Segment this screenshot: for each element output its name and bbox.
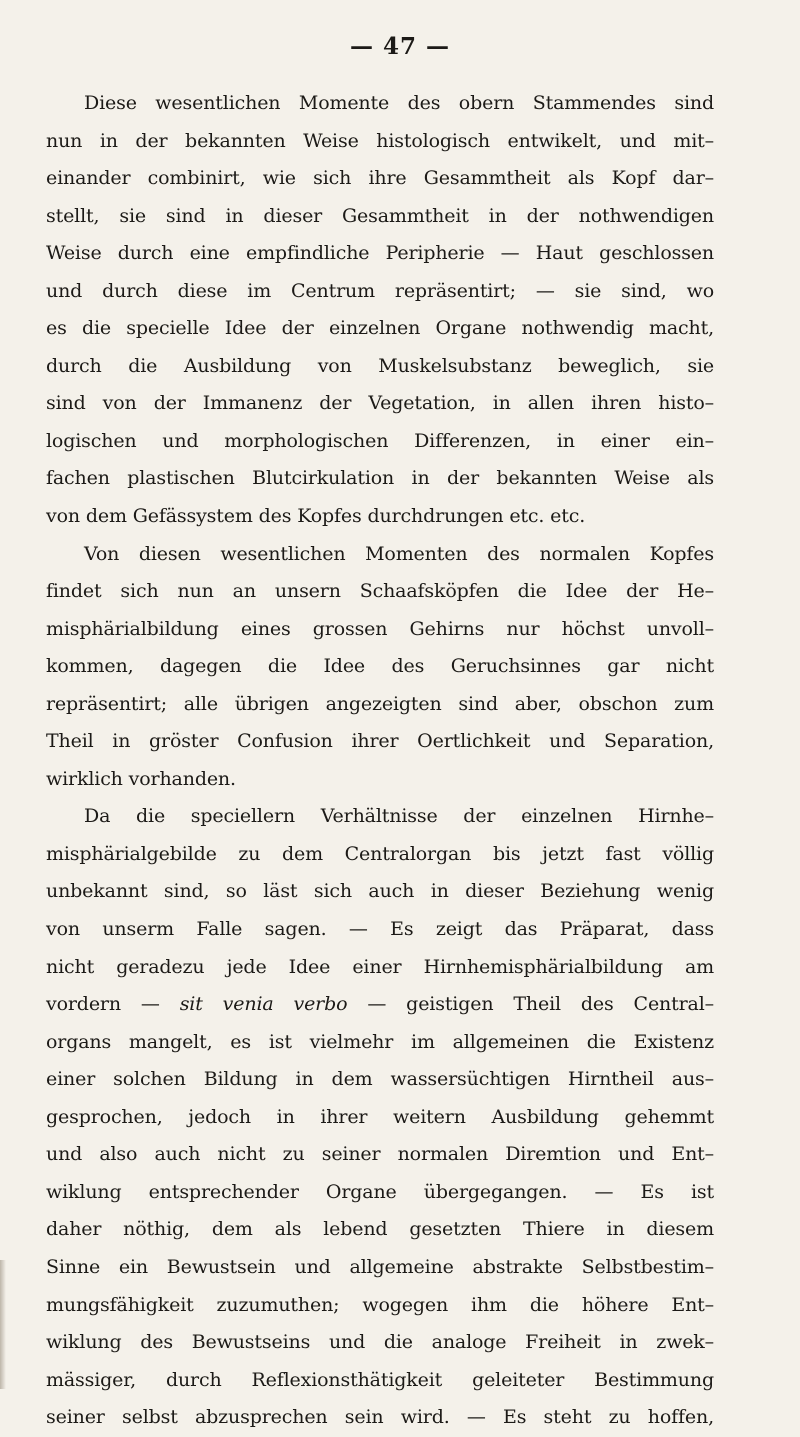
text-line: vordern — sit venia verbo — geistigen Theil des Central–	[46, 993, 715, 1016]
text-line: findet sich nun an unsern Schaafsköpfen die Idee der He–	[46, 580, 714, 603]
body-text	[46, 85, 714, 1437]
text-line: Weise durch eine empfindliche Peripherie — Haut geschlossen	[46, 242, 714, 265]
text-line: nun in der bekannten Weise histologisch entwikelt, und mit–	[46, 129, 714, 152]
text-line: wiklung entsprechender Organe übergegangen. — Es ist	[46, 1180, 714, 1203]
text-line: einander combinirt, wie sich ihre Gesammtheit als Kopf dar–	[46, 167, 714, 190]
text-line: Theil in gröster Confusion ihrer Oertlichkeit und Separation,	[46, 730, 714, 753]
text-line: von unserm Falle sagen. — Es zeigt das Präparat, dass	[46, 918, 714, 941]
page-number: — 47 —	[349, 33, 451, 60]
text-line: einer solchen Bildung in dem wassersüchtigen Hirntheil aus–	[46, 1068, 714, 1091]
text-line: mungsfähigkeit zuzumuthen; wogegen ihm die höhere Ent–	[46, 1293, 714, 1316]
text-line: mässiger, durch Reflexionsthätigkeit geleiteter Bestimmung	[46, 1368, 714, 1391]
latin-phrase: sit venia verbo	[179, 993, 348, 1016]
text-line: es die specielle Idee der einzelnen Organe nothwendig macht,	[46, 317, 714, 340]
text-line: wiklung des Bewustseins und die analoge Freiheit in zwek–	[46, 1331, 714, 1354]
text-line: Da die speciellern Verhältnisse der einzelnen Hirnhe–	[84, 805, 714, 828]
text-line: und also auch nicht zu seiner normalen Diremtion und Ent–	[46, 1143, 714, 1166]
text-line: gesprochen, jedoch in ihrer weitern Ausbildung gehemmt	[46, 1105, 714, 1128]
text-line: wirklich vorhanden.	[46, 767, 236, 790]
text-line: Diese wesentlichen Momente des obern Stammendes sind	[84, 92, 714, 114]
text-line: Sinne ein Bewustsein und allgemeine abstrakte Selbstbestim–	[46, 1255, 714, 1278]
text-line: misphärialbildung eines grossen Gehirns nur höchst unvoll–	[46, 617, 714, 640]
text-line: logischen und morphologischen Differenzen, in einer ein–	[46, 429, 714, 452]
text-line: daher nöthig, dem als lebend gesetzten Thiere in diesem	[46, 1218, 714, 1241]
text-line: fachen plastischen Blutcirkulation in der bekannten Weise als	[46, 467, 714, 490]
text-line: repräsentirt; alle übrigen angezeigten sind aber, obschon zum	[46, 692, 714, 715]
text-line: stellt, sie sind in dieser Gesammtheit in der nothwendigen	[46, 204, 714, 227]
text-line: und durch diese im Centrum repräsentirt; — sie sind, wo	[46, 279, 714, 302]
text-line: durch die Ausbildung von Muskelsubstanz beweglich, sie	[46, 354, 714, 377]
text-line: Von diesen wesentlichen Momenten des normalen Kopfes	[84, 542, 714, 565]
text-line: unbekannt sind, so läst sich auch in dieser Beziehung wenig	[46, 880, 714, 903]
text-line: nicht geradezu jede Idee einer Hirnhemisphärialbildung am	[46, 955, 714, 978]
text-line: seiner selbst abzusprechen sein wird. — Es steht zu hoffen,	[46, 1406, 714, 1429]
text-line: organs mangelt, es ist vielmehr im allgemeinen die Existenz	[46, 1030, 714, 1053]
text-line: sind von der Immanenz der Vegetation, in allen ihren histo–	[46, 392, 714, 415]
text-line: kommen, dagegen die Idee des Geruchsinnes gar nicht	[46, 655, 714, 678]
text-line: von dem Gefässystem des Kopfes durchdrungen etc. etc.	[46, 505, 586, 528]
page-edge-shadow	[0, 1260, 6, 1389]
text-line: misphärialgebilde zu dem Centralorgan bis jetzt fast völlig	[46, 842, 714, 865]
